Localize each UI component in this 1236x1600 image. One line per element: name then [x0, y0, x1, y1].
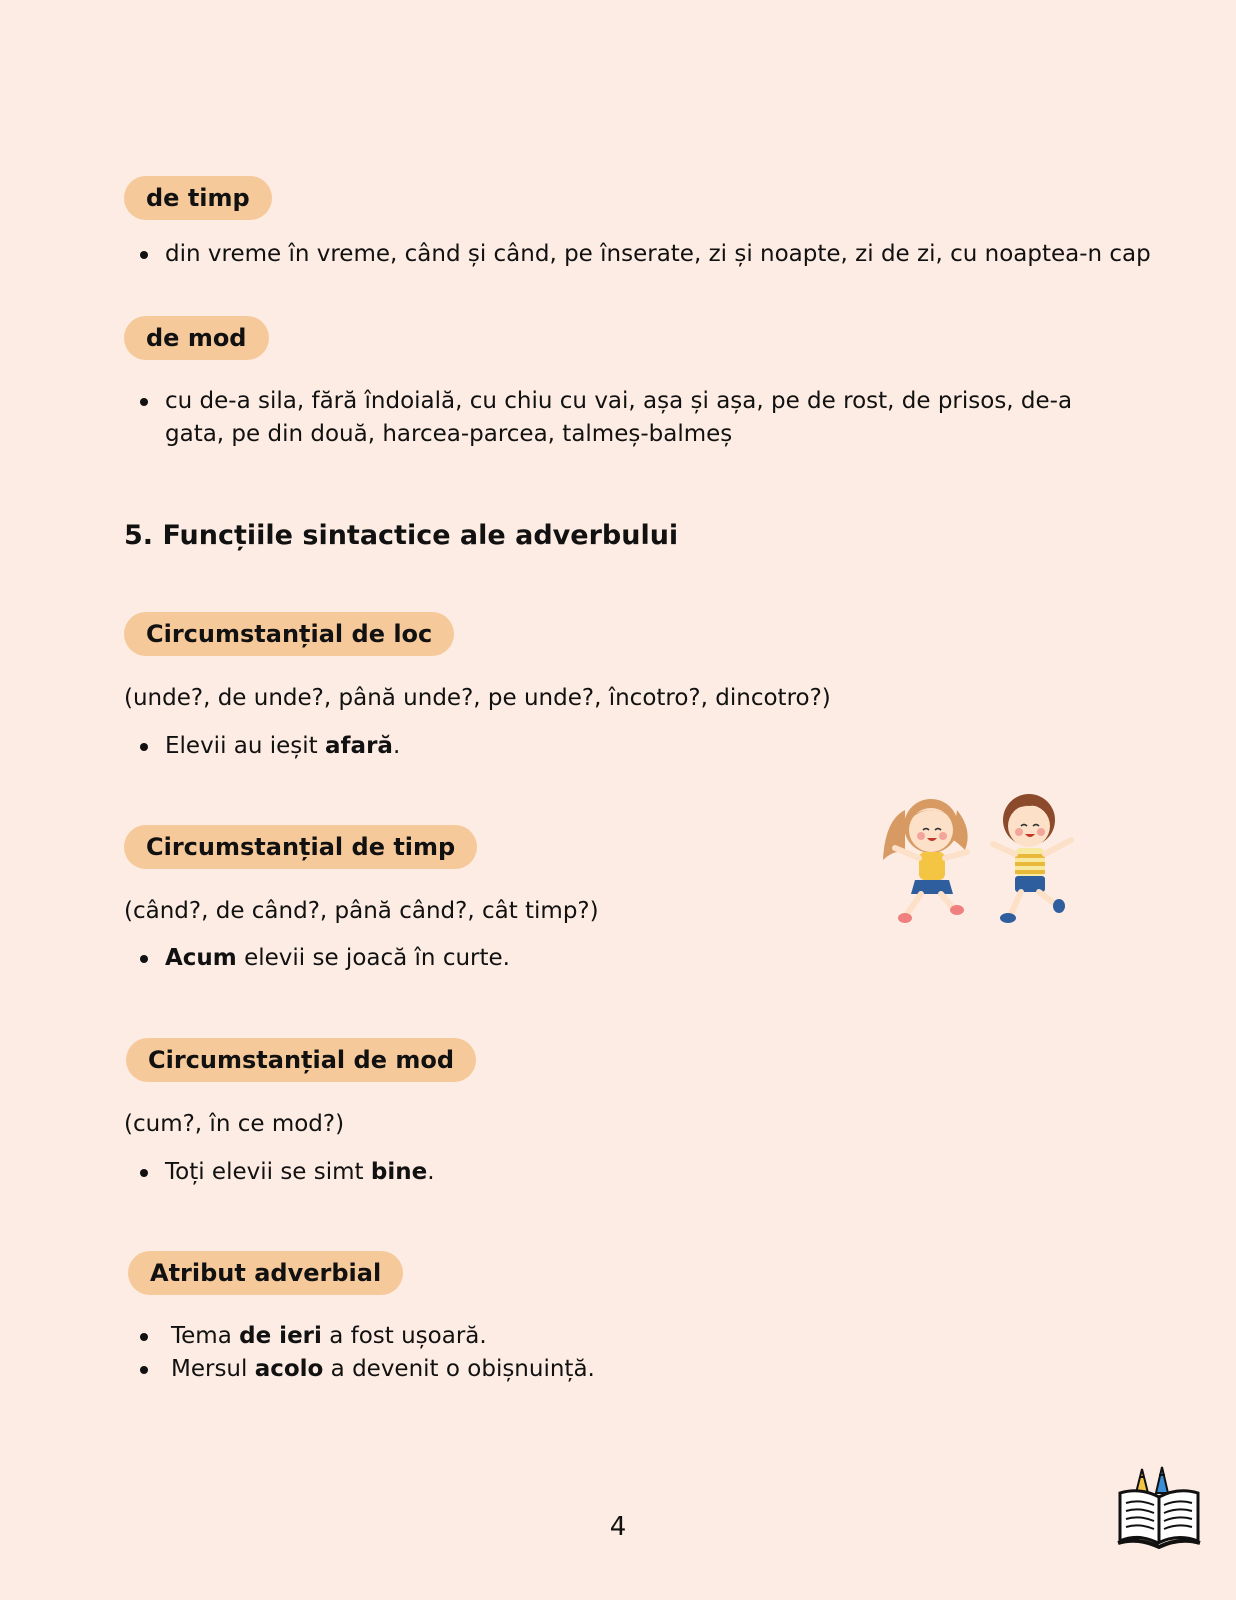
label-circumstantial-mod: Circumstanțial de mod	[126, 1038, 476, 1082]
list-item: cu de-a sila, fără îndoială, cu chiu cu vai, așa și așa, pe de rost, de prisos, de-a gata, pe din două, harcea-parcea, talmeș-balmeș	[140, 385, 1135, 451]
girl-figure	[883, 799, 968, 923]
questions-loc: (unde?, de unde?, până unde?, pe unde?, încotro?, dincotro?)	[124, 685, 831, 711]
list-item: Mersul acolo a devenit o obișnuință.	[140, 1353, 595, 1386]
page-number: 4	[609, 1512, 627, 1542]
questions-mod: (cum?, în ce mod?)	[124, 1111, 345, 1137]
open-book-pencils-icon	[1116, 1463, 1202, 1549]
example-list-atribut	[140, 1320, 595, 1386]
label-circumstantial-timp: Circumstanțial de timp	[124, 825, 477, 869]
list-item: Acum elevii se joacă în curte.	[140, 942, 510, 975]
questions-timp: (când?, de când?, până când?, cât timp?)	[124, 898, 599, 924]
children-playing-illustration	[865, 780, 1105, 950]
list-item: Tema de ieri a fost ușoară.	[140, 1320, 595, 1353]
boy-figure	[993, 794, 1071, 923]
example-list-timp	[140, 942, 510, 975]
label-de-timp: de timp	[124, 176, 272, 220]
list-de-timp	[140, 238, 1151, 271]
list-item: din vreme în vreme, când și când, pe înserate, zi și noapte, zi de zi, cu noaptea-n cap	[140, 238, 1140, 271]
example-list-loc	[140, 730, 400, 763]
list-de-mod	[140, 385, 1135, 451]
example-list-mod	[140, 1156, 435, 1189]
list-item: Toți elevii se simt bine.	[140, 1156, 435, 1189]
label-circumstantial-loc: Circumstanțial de loc	[124, 612, 454, 656]
list-item: Elevii au ieșit afară.	[140, 730, 400, 763]
label-atribut-adverbial: Atribut adverbial	[128, 1251, 403, 1295]
section-heading: 5. Funcțiile sintactice ale adverbului	[124, 520, 679, 551]
label-de-mod: de mod	[124, 316, 269, 360]
